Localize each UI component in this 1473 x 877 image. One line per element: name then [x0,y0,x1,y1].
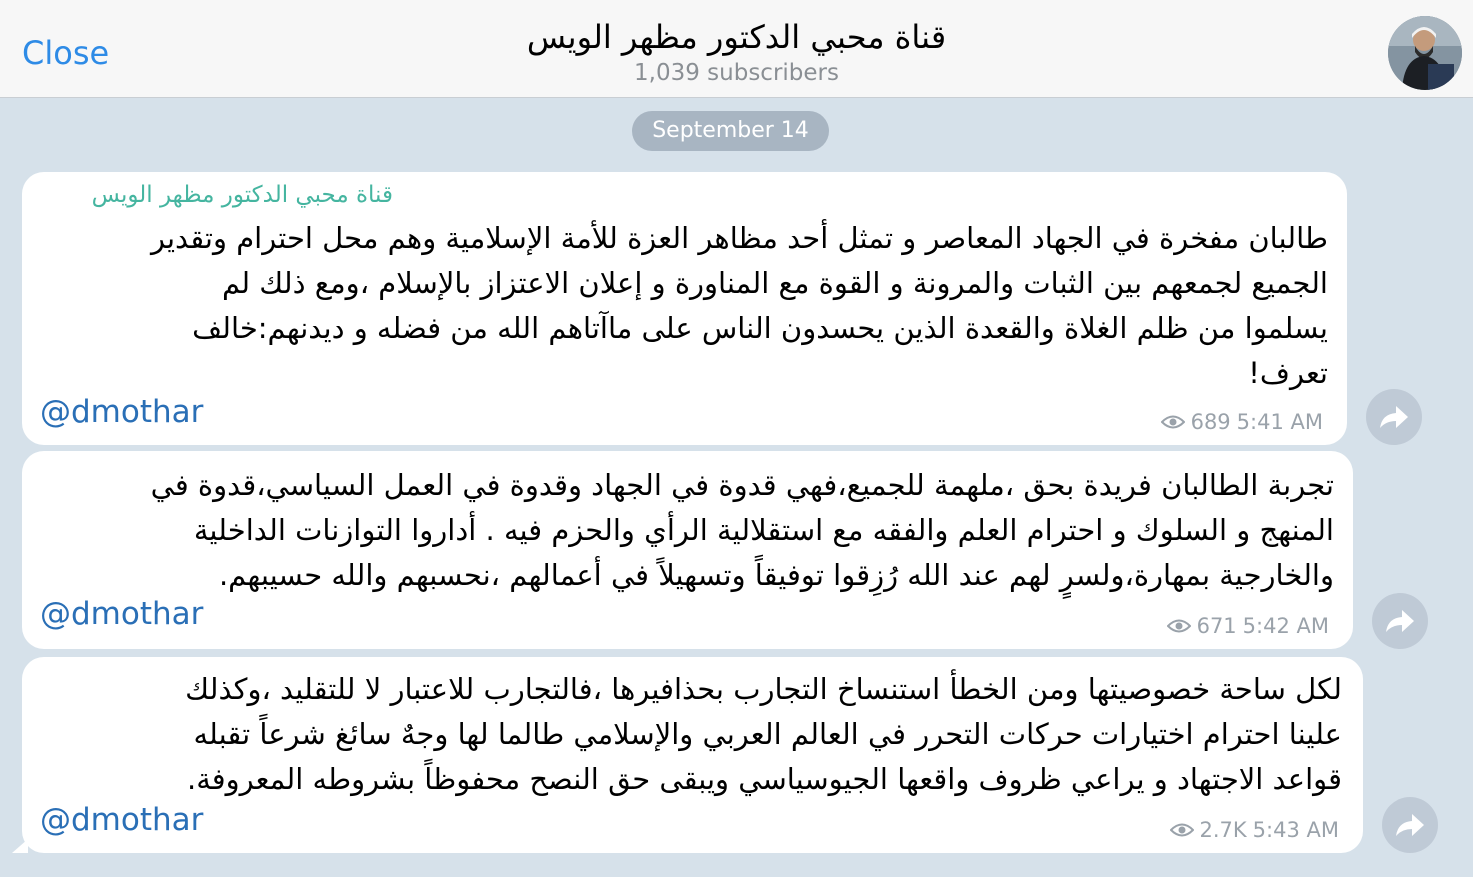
share-arrow-icon [1395,812,1425,838]
views-eye-icon [1167,618,1191,634]
message-line: الجميع لجمعهم بين الثبات والمرونة و القوة مع المناورة و إعلان الاعتزاز بالإسلام ،ومع ذلك لم [221,266,1328,300]
message-bubble[interactable] [22,451,1353,649]
views-eye-icon [1161,414,1185,430]
message-bubble[interactable] [22,657,1363,853]
message-meta [1161,410,1323,434]
message-channel-name[interactable]: قناة محبي الدكتور مظهر الويس [91,182,393,208]
message-handle-link[interactable]: @dmothar [40,596,204,632]
view-count: 2.7K [1199,818,1247,842]
message-line: قواعد الاجتهاد و يراعي ظروف واقعها الجيوسياسي ويبقى حق النصح محفوظاً بشروطه المعروفة. [187,762,1342,796]
message-bubble[interactable] [22,172,1347,445]
message-line: لكل ساحة خصوصيتها ومن الخطأ استنساخ التجارب بحذافيرها ،فالتجارب للاعتبار لا للتقليد ،وكذلك [185,672,1342,706]
chat-header [0,0,1473,98]
share-button[interactable] [1366,389,1422,445]
share-button[interactable] [1382,797,1438,853]
message-line: تجربة الطالبان فريدة بحق ،ملهمة للجميع،فهي قدوة في الجهاد وقدوة في العمل السياسي،قدوة في [150,468,1334,502]
channel-avatar[interactable] [1388,16,1462,90]
message-line: طالبان مفخرة في الجهاد المعاصر و تمثل أحد مظاهر العزة للأمة الإسلامية وهم محل احترام وتقدير [150,221,1328,255]
subscriber-count: 1,039 subscribers [634,60,839,86]
message-handle-link[interactable]: @dmothar [40,394,204,430]
message-handle-link[interactable]: @dmothar [40,802,204,838]
message-line: تعرف! [1248,356,1328,390]
view-count: 689 [1190,410,1231,434]
channel-title: قناة محبي الدكتور مظهر الويس [526,18,947,56]
views-eye-icon [1170,822,1194,838]
message-line: والخارجية بمهارة،ولسرٍ لهم عند الله رُزِقوا توفيقاً وتسهيلاً في أعمالهم ،نحسبهم والله حسيبهم. [218,558,1334,592]
avatar-photo-icon [1388,16,1462,90]
bubble-tail [12,839,28,853]
message-time: 5:42 AM [1242,614,1329,638]
share-arrow-icon [1385,608,1415,634]
message-meta [1170,818,1340,842]
share-button[interactable] [1372,593,1428,649]
close-button[interactable]: Close [22,34,110,72]
view-count: 671 [1196,614,1237,638]
message-time: 5:41 AM [1236,410,1323,434]
share-arrow-icon [1379,404,1409,430]
message-line: المنهج و السلوك و احترام العلم والفقه مع استقلالية الرأي والحزم فيه . أداروا التوازنات الداخلية [193,513,1334,547]
message-time: 5:43 AM [1252,818,1339,842]
message-meta [1167,614,1329,638]
message-text [42,667,1342,802]
message-text [42,463,1334,598]
message-text [42,216,1328,396]
date-separator: September 14 [632,111,829,151]
message-line: علينا احترام اختيارات حركات التحرر في العالم العربي والإسلامي طالما لها وجهٌ سائغ شرعاً تقبله [193,717,1342,751]
message-line: يسلموا من ظلم الغلاة والقعدة الذين يحسدون الناس على ماآتاهم الله من فضله و ديدنهم:خالف [192,311,1328,345]
